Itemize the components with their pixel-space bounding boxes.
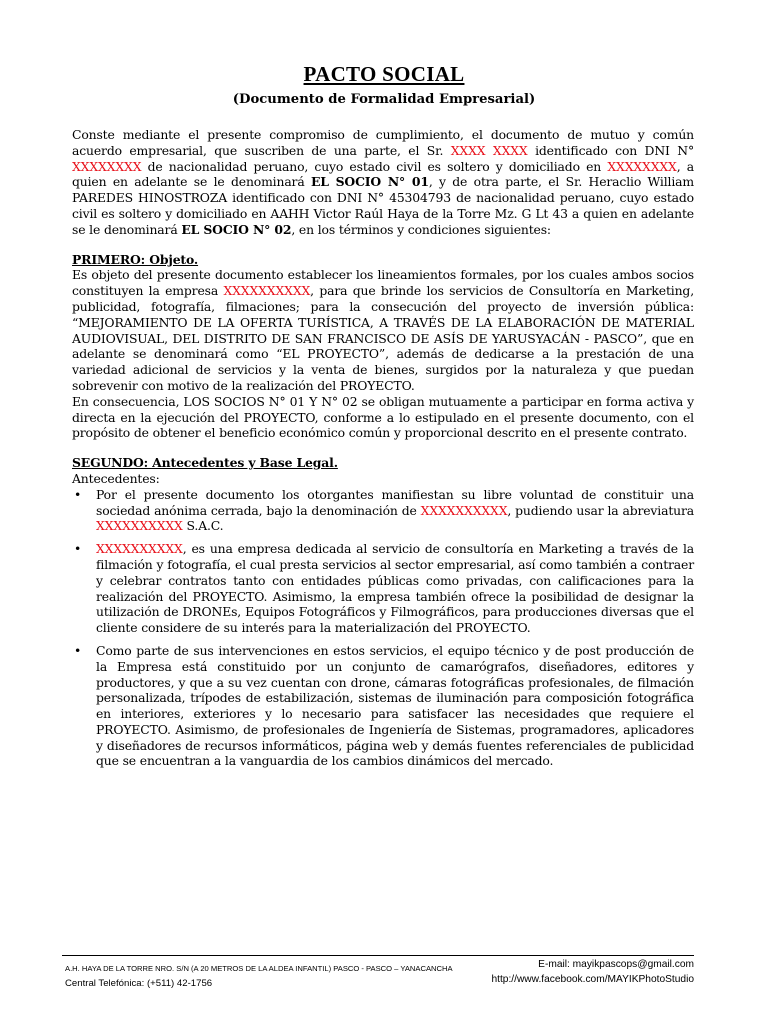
name-placeholder: XXXX XXXX [450,142,528,158]
footer-contact-right [434,957,694,987]
bullet-1-text-1: Por el presente documento los otorgantes manifiestan su libre voluntad de constituir una sociedad anónima cerrada, bajo la denominación de [96,486,694,518]
intro-text-4: , a quien en adelante se le denominará [72,158,694,190]
antecedentes-label: Antecedentes: [72,470,160,486]
list-item [72,643,694,769]
primero-paragraph-2: En consecuencia, LOS SOCIOS N° 01 Y N° 02 se obligan mutuamente a participar en forma activa y directa en la ejecución del PROYECTO, conforme a lo estipulado en el presente documento, con el propósito de obtener el beneficio económico común y proporcional descrito en el presente contrato. [72,393,694,441]
antecedentes-list [72,487,694,770]
dni-placeholder: XXXXXXXX [72,158,148,174]
intro-text-2: identificado con DNI N° [527,142,694,158]
intro-text-5: , y de otra parte, el Sr. Heraclio William PAREDES HINOSTROZA identificado con DNI N° 45304793 de nacionalidad peruano, cuyo estado civil es soltero y domiciliado en AAHH Victor Raúl Haya de la Torre Mz. G Lt 43 a quien en adelante se le denominará [72,174,694,237]
footer-divider [62,955,694,956]
bullet-3-text: Como parte de sus intervenciones en estos servicios, el equipo técnico y de post producción de la Empresa está constituido por un conjunto de camarógrafos, diseñadores, editores y productores, y que a su vez cuentan con drone, cámaras fotográficas profesionales, de filmación personalizada, trípodes de estabilización, sistemas de iluminación para composición fotográfica en interiores, exteriores y lo necesario para satisfacer las necesidades que requiere el PROYECTO. Asimismo, de profesionales de Ingeniería de Sistemas, programadores, aplicadores y diseñadores de recursos informáticos, página web y demás fuentes referenciales de publicidad que se encuentran a la vanguardia de los cambios dinámicos del mercado. [96,642,694,769]
socio-1-label: EL SOCIO N° 01 [310,174,429,190]
intro-text-1: Conste mediante el presente compromiso de cumplimiento, el documento de mutuo y común acuerdo empresarial, que suscriben de una parte, el Sr. [72,127,694,158]
bullet-2-text: , es una empresa dedicada al servicio de consultoría en Marketing a través de la filmación y fotografía, el cual presta servicios al sector empresarial, así como también a contraer y celebrar contratos tanto con entidades públicas como privadas, con calificaciones para la realización del PROYECTO. Asimismo, la empresa también ofrece la posibilidad de designar la utilización de DRONEs, Equipos Fotográficos y Filmográficos, para producciones diversas que el cliente considere de su interés para la materialización del PROYECTO. [96,541,694,636]
bullet-icon: • [74,642,82,658]
bullet-icon: • [74,541,82,557]
list-item [72,541,694,636]
bullet-icon: • [74,486,82,502]
section-primero-heading: PRIMERO: Objeto. [72,251,199,267]
company-placeholder: XXXXXXXXXX [96,541,183,557]
primero-text-2: , para que brinde los servicios de Consultoría en Marketing, publicidad, fotografía, filmaciones; para la consecución del proyecto de inversión pública: “MEJORAMIENTO DE LA OFERTA TURÍSTICA, A TRAVÉS DE LA ELABORACIÓN DE MATERIAL AUDIOVISUAL, DEL DISTRITO DE SAN FRANCISCO DE ASÍS DE YARUSYACÁN - PASCO”, que en adelante se denominará como “EL PROYECTO”, además de dedicarse a la prestación de una variedad adicional de servicios y la venta de bienes, surgidos por la naturaleza y que puedan sobrevenir con motivo de la realización del PROYECTO. [72,283,695,393]
primero-text-1: Es objeto del presente documento establecer los lineamientos formales, por los cuales ambos socios constituyen la empresa [72,267,694,299]
footer-address: A.H. HAYA DE LA TORRE NRO. S/N (A 20 METROS DE LA ALDEA INFANTIL) PASCO - PASCO – YANACANCHA [65,964,453,973]
company-placeholder: XXXXXXXXXX [223,283,311,299]
section-segundo-heading: SEGUNDO: Antecedentes y Base Legal. [72,455,338,471]
document-title: PACTO SOCIAL [303,62,465,86]
intro-text-3: de nacionalidad peruano, cuyo estado civil es soltero y domiciliado en [147,158,608,174]
footer-phone: Central Telefónica: (+511) 42-1756 [65,978,213,989]
intro-paragraph [72,127,694,238]
address-placeholder: XXXXXXXX [607,158,677,174]
primero-paragraph-1 [72,267,694,393]
company-placeholder: XXXXXXXXXX [420,502,508,518]
footer-contact-left [65,961,485,991]
socio-2-label: EL SOCIO N° 02 [181,221,292,237]
intro-text-6: , en los términos y condiciones siguientes: [291,221,551,237]
footer-email[interactable]: E-mail: mayikpascops@gmail.com [538,959,694,970]
document-subtitle: (Documento de Formalidad Empresarial) [232,92,536,107]
document-body [72,127,694,776]
bullet-1-text-3: S.A.C. [182,518,224,534]
list-item [72,487,694,534]
footer-web-link[interactable]: http://www.facebook.com/MAYIKPhotoStudio [491,974,694,985]
bullet-1-text-2: , pudiendo usar la abreviatura [507,502,695,518]
abbreviation-placeholder: XXXXXXXXXX [96,518,183,534]
